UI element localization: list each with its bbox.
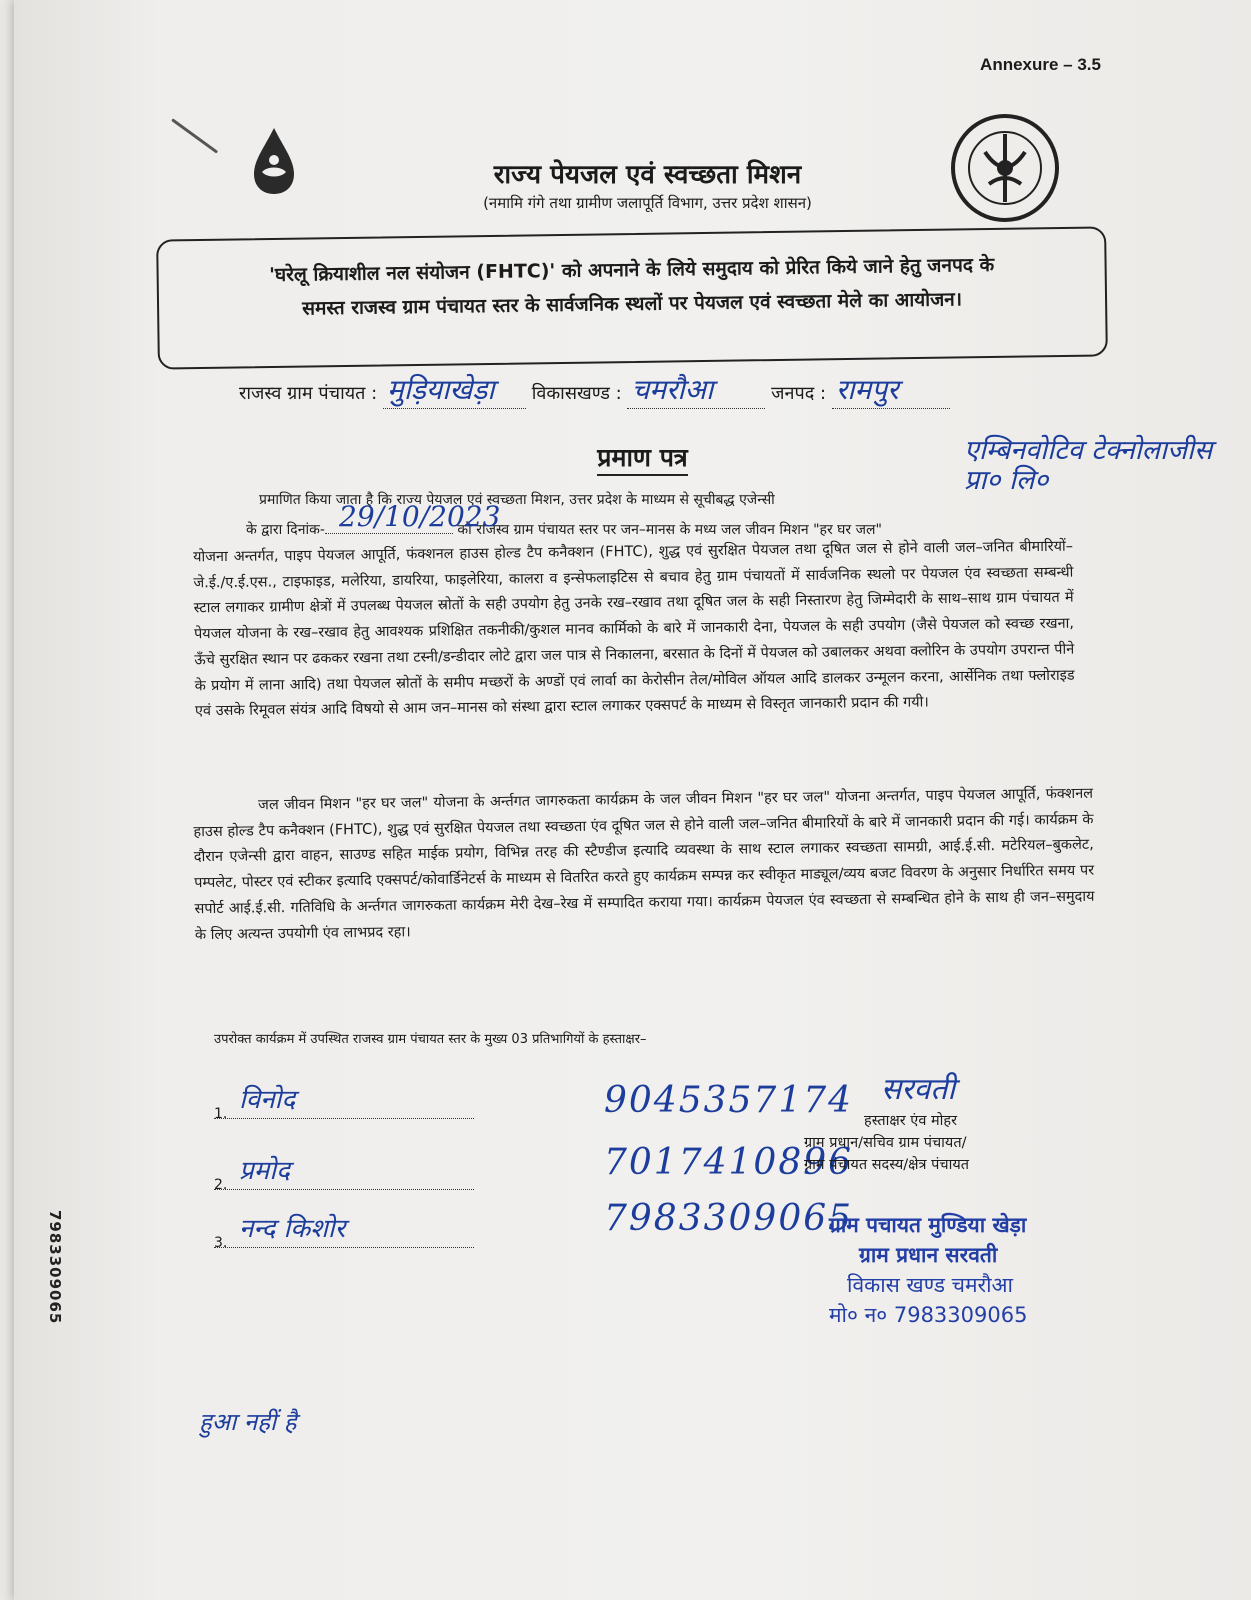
pradhan-signature: सरवती (881, 1072, 956, 1107)
participant-number: 1. (214, 1106, 228, 1122)
certificate-paragraph-2: जल जीवन मिशन "हर घर जल" योजना के अर्न्तगत जागरुकता कार्यक्रम के जल जीवन मिशन "हर घर जल" योजना अन्तर्गत, पाइप पेयजल आपूर्ति, फंक्शनल हाउस होल्ड टैप कनैक्शन (FHTC), शुद्ध एवं सुरक्षित पेयजल तथा स्वच्छता एंव दूषित जल से होने वाली जल–जनित बीमारियों के बारे में जानकारी प्रदान की गई। कार्यक्रम के दौरान एजेन्सी द्वारा वाहन, साउण्ड सहित माईक प्रयोग, विभिन्न तरह की स्टैण्डीज इत्यादि व्यवस्था के साथ स्टाल लगाकर स्वच्छता सामग्री, आई.ई.सी. मटेरियल–बुकलेट, पम्पलेट, पोस्टर एवं स्टीकर इत्यादि एक्सपर्ट/कोवार्डिनेटर्स के माध्यम से वितरित करते हुए कार्यक्रम सम्पन्न कर स्वीकृत माड्यूल/व्यय बजट विवरण के अनुसार निर्धारित समय पर सपोर्ट आई.ई.सी. गतिविधि के अर्न्तगत जागरुकता कार्यक्रम मेरी देख–रेख में सम्पादित कराया गया। कार्यक्रम पेयजल एंव स्वच्छता से सम्बन्धित होने के साथ ही जन–समुदाय के लिए अत्यन्त उपयोगी एंव लाभप्रद रहा। (193, 785, 1095, 943)
participant-name: नन्द किशोर (239, 1214, 346, 1244)
location-line (239, 370, 950, 409)
pradhan-designation (804, 1110, 969, 1176)
certificate-paragraph-1: योजना अन्तर्गत, पाइप पेयजल आपूर्ति, फंक्शनल हाउस होल्ड टैप कनैक्शन (FHTC), शुद्ध एवं सुरक्षित पेयजल तथा दूषित जल से होने वाली जल–जनित बीमारियों–जे.ई./ए.ई.एस., टाइफाइड, मलेरिया, डायरिया, फाइलेरिया, कालरा व इन्सेफलाइटिस से बचाव हेतु ग्राम पंचायतों में सार्वजनिक स्थलो पर पेयजल एंव स्वच्छता सम्बन्धी स्टाल लगाकर ग्रामीण क्षेत्रों में उपलब्ध पेयजल स्रोतों के सही उपयोग हेतु उनके रख–रखाव तथा दूषित जल के सही निस्तारण हेतु जिम्मेदारी के साथ–साथ ग्राम पंचायत में पेयजल योजना के रख–रखाव हेतु आवश्यक प्रशिक्षित तकनीकी/कुशल मानव कार्मिको के बारे में जानकारी देना, पेयजल के सही उपयोग (जैसे पेयजल को स्वच्छ रखना, ऊँचे सुरक्षित स्थान पर ढककर रखना तथा टस्नी/डन्डीदार लोटे द्वारा जल पात्र से निकालना, बरसात के दिनों में पेयजल को उबालकर अथवा क्लोरिन के उपयोग उपरान्त पीने के प्रयोग में लाना आदि) तथा पेयजल स्रोतों के समीप मच्छरों के अण्डों एवं लार्वा का केरोसीन तेल/मोविल ऑयल आदि डालकर उन्मूलन करना, आर्सेनिक तथा फ्लोराइड एवं उसके रिमूवल संयंत्र आदि विषयो से आम जन–मानस को संस्था द्वारा स्टाल लगाकर एक्सपर्ट के माध्यम से विस्तृत जानकारी प्रदान की गयी। (192, 538, 1075, 720)
designation-line-2: ग्राम प्रधान/सचिव ग्राम पंचायत/ (804, 1135, 967, 1151)
banner-line-2: समस्त राजस्व ग्राम पंचायत स्तर के सार्वजनिक स्थलों पर पेयजल एवं स्वच्छता मेले का आयोजन। (302, 288, 963, 320)
panchayat-stamp (829, 1210, 1027, 1330)
staple-pin (171, 118, 218, 153)
participant-number: 3. (214, 1235, 228, 1251)
banner-line-1: 'घरेलू क्रियाशील नल संयोजन (FHTC)' को अपनाने के लिये समुदाय को प्रेरित किये जाने हेतु जनपद के (268, 253, 995, 287)
participants-intro: उपरोक्त कार्यक्रम में उपस्थित राजस्व ग्राम पंचायत स्तर के मुख्य 03 प्रतिभागियों के हस्ताक्षर– (214, 1032, 647, 1047)
handwritten-note: हुआ नहीं है (199, 1408, 297, 1436)
stamp-line-3: विकास खण्ड चमरौआ (847, 1273, 1013, 1297)
agency-name-handwritten: एम्बिनवोटिव टेक्नोलाजीस प्रा० लि० (964, 435, 1213, 496)
participant-phone-2: 7017410896 (604, 1142, 854, 1183)
side-phone-number: 7983309065 (46, 1210, 64, 1325)
district-value: रामपुर (832, 370, 950, 409)
designation-line-1: हस्ताक्षर एंव मोहर (864, 1113, 958, 1129)
designation-line-3: ग्राम पंचायत सदस्य/क्षेत्र पंचायत (804, 1157, 970, 1173)
participant-name: विनोद (239, 1085, 296, 1115)
program-banner (156, 226, 1108, 369)
date-prefix: के द्वारा दिनांक- (246, 522, 325, 538)
participant-signature-3 (214, 1214, 474, 1251)
participant-signature-2 (214, 1156, 474, 1193)
mission-title: राज्य पेयजल एवं स्वच्छता मिशन (493, 160, 802, 190)
certificate-line-1: प्रमाणित किया जाता है कि राज्य पेयजल एवं स्वच्छता मिशन, उत्तर प्रदेश के माध्यम से सूचीबद्ध एजेन्सी (259, 492, 775, 508)
panchayat-label: राजस्व ग्राम पंचायत : (239, 383, 378, 404)
line-2-suffix: को राजस्व ग्राम पंचायत स्तर पर जन–मानस के मध्य जल जीवन मिशन "हर घर जल" (457, 522, 882, 538)
participant-signature-1 (214, 1085, 474, 1122)
certificate-heading: प्रमाण पत्र (14, 440, 1251, 474)
stamp-line-1: ग्राम पचायत मुण्डिया खेड़ा (829, 1213, 1027, 1237)
block-label: विकासखण्ड : (531, 383, 622, 404)
mission-subtitle: (नमामि गंगे तथा ग्रामीण जलापूर्ति विभाग, उत्तर प्रदेश शासन) (483, 194, 812, 212)
participant-number: 2. (214, 1177, 228, 1193)
stamp-line-2: ग्राम प्रधान सरवती (859, 1243, 998, 1267)
participant-name: प्रमोद (239, 1156, 290, 1186)
participant-phone-1: 9045357174 (604, 1080, 854, 1121)
stamp-line-4: मो० न० 7983309065 (829, 1303, 1028, 1327)
district-label: जनपद : (771, 383, 827, 404)
document-page (14, 0, 1251, 1600)
block-value: चमरौआ (627, 370, 765, 409)
panchayat-value: मुड़ियाखेड़ा (383, 370, 526, 409)
annexure-label: Annexure – 3.5 (980, 55, 1101, 74)
participant-phone-3: 7983309065 (604, 1198, 854, 1239)
date-handwritten: 29/10/2023 (339, 500, 501, 533)
